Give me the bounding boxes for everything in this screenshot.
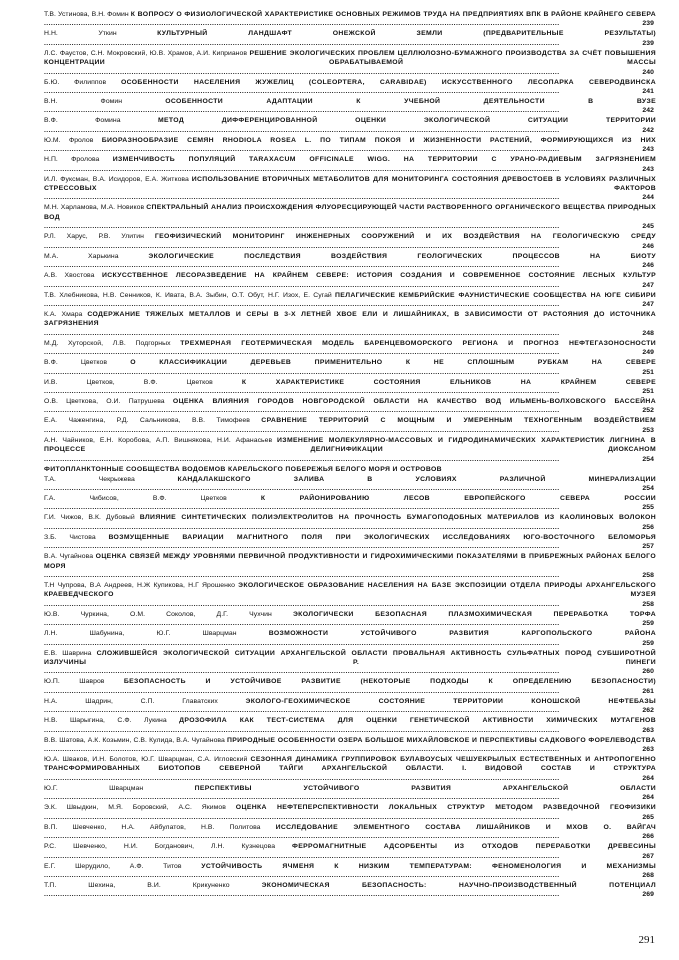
entry-title: ОЦЕНКА ВЛИЯНИЯ ГОРОДОВ НОВГОРОДСКОЙ ОБЛАСТИ НА КАЧЕСТВО ВОД ИЛЬМЕНЬ-ВОЛХОВСКОГО БАССЕЙНА (172, 397, 657, 405)
entry-title: СЕЗОННАЯ ДИНАМИКА ГРУППИРОВОК БУЛАВОУСЫХ ЧЕШУЕКРЫЛЫХ ЕСТЕСТВЕННЫХ И АНТРОПОГЕННО ТРАНСФОРМИРОВАННЫХ БИОТОПОВ СЕВЕРНОЙ ТАЙГИ АРХАНГЕЛЬСКОЙ ОБЛАСТИ. I. ВИДОВОЙ СОСТАВ И СТРУКТУРА (44, 756, 657, 773)
entry-title: ПЕРСПЕКТИВЫ УСТОЙЧИВОГО РАЗВИТИЯ АРХАНГЕЛЬСКОЙ ОБЛАСТИ (194, 784, 657, 792)
entry-authors: Л.С. Фаустов, С.Н. Мокровский, Ю.В. Храмов, А.И. Киприанов (44, 49, 248, 57)
entry-title: К ХАРАКТЕРИСТИКЕ СОСТОЯНИЯ ЕЛЬНИКОВ НА КРАЙНЕМ СЕВЕРЕ (241, 378, 657, 386)
dot-leader (44, 871, 641, 880)
toc-entry (44, 581, 656, 609)
dot-leader (44, 542, 641, 551)
entry-title: РЕШЕНИЕ ЭКОЛОГИЧЕСКИХ ПРОБЛЕМ ЦЕЛЛЮЛОЗНО-БУМАЖНОГО ПРОИЗВОДСТВА ЗА СЧЁТ ПОВЫШЕНИЯ КОНЦЕНТРАЦИИ ОБРАБАТЫВАЕМОЙ МАССЫ (44, 49, 656, 67)
dot-leader (44, 571, 641, 580)
entry-title: ОЦЕНКА НЕФТЕПЕРСПЕКТИВНОСТИ ЛОКАЛЬНЫХ СТРУКТУР МЕТОДОМ РАЗВЕДОЧНОЙ ГЕОФИЗИКИ (235, 804, 656, 812)
entry-page-line (44, 726, 654, 735)
entry-page-line (44, 426, 654, 435)
entry-page-line (44, 503, 654, 512)
entry-page-line (44, 126, 654, 135)
toc-entry (44, 803, 656, 822)
dot-leader (44, 222, 641, 231)
toc-entry (44, 310, 656, 338)
dot-leader (44, 406, 641, 415)
entry-authors: Ю.Г. Шварцман (44, 784, 144, 792)
entry-title: ЭКОЛОГИЧЕСКИ БЕЗОПАСНАЯ ПЛАЗМОХИМИЧЕСКАЯ ПЕРЕРАБОТКА ТОРФА (292, 610, 657, 618)
toc-entry (44, 271, 656, 290)
entry-page: 254 (642, 484, 654, 492)
entry-page: 254 (642, 455, 654, 463)
entry-page: 247 (642, 281, 654, 289)
entry-title: О КЛАССИФИКАЦИИ ДЕРЕВЬЕВ ПРИМЕНИТЕЛЬНО К НЕ СПЛОШНЫМ РУБКАМ НА СЕВЕРЕ (130, 359, 657, 367)
toc-entry (44, 862, 656, 881)
entry-page: 243 (642, 146, 654, 154)
entry-page-line (44, 39, 654, 48)
entry-page: 251 (642, 387, 654, 395)
dot-leader (44, 193, 641, 202)
entry-page-line (44, 852, 654, 861)
entry-authors: В.Ф. Фомина (44, 117, 121, 125)
entry-authors: М.Н. Харламова, М.А. Новиков (44, 204, 145, 212)
dot-leader (44, 600, 641, 609)
dot-leader (44, 87, 641, 96)
entry-page: 266 (642, 833, 654, 841)
entry-page-line (44, 145, 654, 154)
entry-authors: К.А. Хмара (44, 310, 83, 318)
toc-entry (44, 378, 656, 397)
entry-title: МЕТОД ДИФФЕРЕНЦИРОВАННОЙ ОЦЕНКИ ЭКОЛОГИЧЕСКОЙ СИТУАЦИИ ТЕРРИТОРИИ (157, 117, 656, 125)
dot-leader (44, 813, 641, 822)
entry-title: ПРИРОДНЫЕ ОСОБЕННОСТИ ОЗЕРА БОЛЬШОЕ МИХАЙЛОВСКОЕ И ПЕРСПЕКТИВЫ САДКОВОГО ФОРЕЛЕВОДСТВА (226, 736, 656, 744)
entry-page: 262 (642, 707, 654, 715)
table-of-contents (44, 10, 656, 900)
entry-authors: В.П. Шевченко, Н.А. Айбулатов, Н.В. Политова (44, 823, 261, 831)
entry-page-line (44, 281, 654, 290)
entry-title: ЭКОЛОГИЧЕСКОЕ ОБРАЗОВАНИЕ НАСЕЛЕНИЯ НА БАЗЕ ЭКСПОЗИЦИИ ОТДЕЛА ПРИРОДЫ АРХАНГЕЛЬСКОГО КРАЕВЕДЧЕСКОГО МУЗЕЯ (44, 582, 657, 599)
entry-authors: В.Н. Фомин (44, 98, 123, 106)
dot-leader (44, 126, 641, 135)
entry-authors: Т.Н Чупрова, В.А Андреев, Н.Ж Купикова, Н.Г Ярошенко (44, 582, 235, 589)
entry-page: 268 (642, 871, 654, 879)
entry-authors: Р.С. Шевченко, Н.И. Богданович, Л.Н. Кузнецова (44, 843, 276, 851)
dot-leader (44, 793, 641, 802)
toc-entry (44, 49, 656, 77)
dot-leader (44, 329, 641, 338)
entry-authors: Ю.А. Шваков, И.Н. Болотов, Ю.Г. Шварцман, С.А. Игловский (44, 756, 248, 764)
dot-leader (44, 261, 641, 270)
dot-leader (44, 281, 641, 290)
toc-entry (44, 175, 656, 203)
entry-page-line (44, 165, 654, 174)
entry-page-line (44, 745, 654, 754)
entry-page: 247 (642, 300, 654, 308)
entry-page: 239 (642, 20, 654, 28)
entry-page-line (44, 368, 654, 377)
entry-authors: О.В. Цветкова, О.И. Патрушева (44, 397, 165, 405)
entry-title: БИОРАЗНООБРАЗИЕ СЕМЯН RHODIOLA ROSEA L. ПО ТИПАМ ПОКОЯ И ЖИЗНЕННОСТИ РАСТЕНИЙ, ФОРМИРУЮЩИХСЯ ИЗ НИХ (101, 136, 656, 144)
entry-page: 264 (642, 794, 654, 802)
entry-page: 256 (642, 523, 654, 531)
entry-page: 259 (642, 620, 654, 628)
entry-authors: И.В. Цветков, В.Ф. Цветков (44, 378, 213, 386)
entry-page: 260 (642, 668, 654, 676)
dot-leader (44, 687, 641, 696)
entry-page-line (44, 261, 654, 270)
entry-page: 242 (642, 107, 654, 115)
entry-page-line (44, 523, 654, 532)
entry-page-line (44, 542, 654, 551)
toc-entry (44, 97, 656, 116)
entry-title: К ВОПРОСУ О ФИЗИОЛОГИЧЕСКОЙ ХАРАКТЕРИСТИКЕ ОСНОВНЫХ РЕЖИМОВ ТРУДА НА ПРЕДПРИЯТИЯХ ВПК В РАЙОНЕ КРАЙНЕГО СЕВЕРА (130, 11, 657, 18)
entry-page-line (44, 193, 654, 202)
entry-authors: Н.А. Шадрин, С.П. Главатских (44, 697, 218, 705)
dot-leader (44, 726, 641, 735)
toc-entry (44, 736, 656, 755)
entry-page-line (44, 706, 654, 715)
entry-page: 249 (642, 349, 654, 357)
toc-entry (44, 649, 656, 677)
entry-authors: А.В. Хвостова (44, 272, 95, 280)
dot-leader (44, 503, 641, 512)
entry-page: 239 (642, 39, 654, 47)
toc-entry (44, 697, 656, 716)
entry-title: ИСПОЛЬЗОВАНИЕ ВТОРИЧНЫХ МЕТАБОЛИТОВ ДЛЯ МОНИТОРИНГА СОСТОЯНИЯ ДРЕВОСТОЕВ В УСЛОВИЯХ РАЗЛИЧНЫХ СТРЕССОВЫХ ФАКТОРОВ (44, 175, 657, 193)
toc-entry (44, 533, 656, 552)
entry-title: БЕЗОПАСНОСТЬ И УСТОЙЧИВОЕ РАЗВИТИЕ (НЕКОТОРЫЕ ПОДХОДЫ К ОПРЕДЕЛЕНИЮ БЕЗОПАСНОСТИ) (123, 678, 656, 686)
entry-title: ИСКУССТВЕННОЕ ЛЕСОРАЗВЕДЕНИЕ НА КРАЙНЕМ СЕВЕРЕ: ИСТОРИЯ СОЗДАНИЯ И СОВРЕМЕННОЕ СОСТОЯНИЕ ЛЕСНЫХ КУЛЬТУР (101, 272, 657, 280)
dot-leader (44, 348, 641, 357)
entry-authors: З.Б. Чистова (44, 533, 96, 541)
dot-leader (44, 639, 641, 648)
entry-title: ДРОЗОФИЛА КАК ТЕСТ-СИСТЕМА ДЛЯ ОЦЕНКИ ГЕНЕТИЧЕСКОЙ АКТИВНОСТИ ХИМИЧЕСКИХ МУТАГЕНОВ (179, 717, 657, 725)
entry-title: ВОЗМОЖНОСТИ УСТОЙЧИВОГО РАЗВИТИЯ КАРГОПОЛЬСКОГО РАЙОНА (268, 630, 656, 638)
entry-page-line (44, 813, 654, 822)
entry-page-line (44, 106, 654, 115)
entry-page: 263 (642, 726, 654, 734)
entry-page-line (44, 793, 654, 802)
entry-page-line (44, 619, 654, 628)
dot-leader (44, 387, 641, 396)
entry-authors: Г.А. Чибисов, В.Ф. Цветков (44, 494, 227, 502)
entry-title: СПЕКТРАЛЬНЫЙ АНАЛИЗ ПРОИСХОЖДЕНИЯ ФЛУОРЕСЦИРУЮЩЕЙ ЧАСТИ РАСТВОРЕННОГО ОРГАНИЧЕСКОГО ВЕЩЕСТВА ПРИРОДНЫХ ВОД (44, 204, 657, 221)
toc-entry (44, 252, 656, 271)
entry-page-line (44, 300, 654, 309)
entry-authors: Э.К. Швыдкин, М.Я. Боровский, А.С. Якимов (44, 804, 226, 812)
toc-entry (44, 416, 656, 435)
entry-authors: И.Л. Фуксман, В.А. Исидоров, Е.А. Житкова (44, 175, 189, 183)
entry-title: ОСОБЕННОСТИ АДАПТАЦИИ К УЧЕБНОЙ ДЕЯТЕЛЬНОСТИ В ВУЗЕ (165, 98, 657, 106)
toc-entry (44, 881, 656, 900)
entry-authors: Ю.В. Чуркина, О.М. Соколов, Д.Г. Чухчин (44, 610, 272, 618)
toc-entry (44, 629, 656, 648)
toc-entry (44, 823, 656, 842)
entry-page: 246 (642, 242, 654, 250)
entry-page-line (44, 19, 654, 28)
entry-title: ВОЗМУЩЕННЫЕ ВАРИАЦИИ МАГНИТНОГО ПОЛЯ ПРИ ЭКОЛОГИЧЕСКИХ ИССЛЕДОВАНИЯХ ЮГО-ВОСТОЧНОГО БЕЛОМОРЬЯ (108, 533, 657, 541)
entry-title: ИЗМЕНЧИВОСТЬ ПОПУЛЯЦИЙ TARAXACUM OFFICINALE WIGG. НА ТЕРРИТОРИИ С УРАНО-РАДИЕВЫМ ЗАГРЯЗНЕНИЕМ (112, 156, 656, 164)
entry-page: 246 (642, 262, 654, 270)
entry-page: 263 (642, 746, 654, 754)
dot-leader (44, 523, 641, 532)
entry-page: 267 (642, 852, 654, 860)
entry-authors: Н.В. Шарыгина, С.Ф. Лукина (44, 717, 167, 725)
toc-entry (44, 465, 656, 474)
entry-page: 258 (642, 600, 654, 608)
entry-title: КАНДАЛАКШСКОГО ЗАЛИВА В УСЛОВИЯХ РАЗЛИЧНОЙ МИНЕРАЛИЗАЦИИ (177, 475, 656, 483)
entry-page: 252 (642, 407, 654, 415)
entry-page: 240 (642, 68, 654, 76)
toc-entry (44, 475, 656, 494)
dot-leader (44, 368, 641, 377)
entry-page-line (44, 832, 654, 841)
entry-page-line (44, 774, 654, 783)
entry-title: ИЗМЕНЕНИЕ МОЛЕКУЛЯРНО-МАССОВЫХ И ГИДРОДИНАМИЧЕСКИХ ХАРАКТЕРИСТИК ЛИГНИНА В ПРОЦЕССЕ ДЕЛИГНИФИКАЦИИ ДИОКСАНОМ (44, 436, 656, 454)
entry-page-line (44, 387, 654, 396)
dot-leader (44, 300, 641, 309)
entry-title: ВЛИЯНИЕ СИНТЕТИЧЕСКИХ ПОЛИЭЛЕКТРОЛИТОВ НА ПРОЧНОСТЬ БУМАГОПОДОБНЫХ МАТЕРИАЛОВ ИЗ КАОЛИНОВЫХ ВОЛОКОН (139, 514, 657, 522)
entry-authors: Е.Г. Шерудило, А.Ф. Титов (44, 862, 182, 870)
toc-entry (44, 397, 656, 416)
entry-page: 244 (642, 194, 654, 202)
toc-entry (44, 755, 656, 783)
entry-title: ОЦЕНКА СВЯЗЕЙ МЕЖДУ УРОВНЯМИ ПЕРВИЧНОЙ ПРОДУКТИВНОСТИ И ГИДРОХИМИЧЕСКИМИ ПОКАЗАТЕЛЯМИ В ПРИБРЕЖНЫХ РАЙОНАХ БЕЛОГО МОРЯ (44, 553, 656, 570)
toc-entry (44, 136, 656, 155)
dot-leader (44, 619, 641, 628)
entry-title: ЭКОЛОГО-ГЕОХИМИЧЕСКОЕ СОСТОЯНИЕ ТЕРРИТОРИИ КОНОШСКОЙ НЕФТЕБАЗЫ (245, 697, 657, 705)
entry-authors: Ю.П. Шавров (44, 678, 105, 686)
entry-page-line (44, 890, 654, 899)
entry-page: 241 (642, 88, 654, 96)
entry-authors: Т.А. Чекрыжева (44, 475, 135, 483)
toc-entry (44, 339, 656, 358)
entry-page: 248 (642, 329, 654, 337)
entry-page: 269 (642, 891, 654, 899)
entry-title: УСТОЙЧИВОСТЬ ЯЧМЕНЯ К НИЗКИМ ТЕМПЕРАТУРАМ: ФЕНОМЕНОЛОГИЯ И МЕХАНИЗМЫ (201, 862, 657, 870)
entry-title: КУЛЬТУРНЫЙ ЛАНДШАФТ ОНЕЖСКОЙ ЗЕМЛИ (ПРЕДВАРИТЕЛЬНЫЕ РЕЗУЛЬТАТЫ) (157, 30, 657, 38)
entry-authors: Т.П. Шехина, В.И. Крикуненко (44, 881, 230, 889)
entry-page-line (44, 600, 654, 609)
entry-authors: Ю.М. Фролов (44, 136, 94, 144)
toc-entry (44, 155, 656, 174)
entry-page: 257 (642, 543, 654, 551)
entry-authors: М.Д. Хуторской, Л.В. Подгорных (44, 339, 171, 347)
entry-title: СРАВНЕНИЕ ТЕРРИТОРИЙ С МОЩНЫМ И УМЕРЕННЫМ ТЕХНОГЕННЫМ ВОЗДЕЙСТВИЕМ (261, 417, 657, 425)
entry-title: ЭКОНОМИЧЕСКАЯ БЕЗОПАСНОСТЬ: НАУЧНО-ПРОИЗВОДСТВЕННЫЙ ПОТЕНЦИАЛ (261, 881, 656, 889)
toc-entry (44, 10, 656, 29)
entry-page: 259 (642, 639, 654, 647)
entry-page-line (44, 667, 654, 676)
entry-page: 264 (642, 774, 654, 782)
dot-leader (44, 667, 641, 676)
entry-authors: В.Ф. Цветков (44, 359, 108, 367)
entry-title: СОДЕРЖАНИЕ ТЯЖЕЛЫХ МЕТАЛЛОВ И СЕРЫ В 3-Х ЛЕТНЕЙ ХВОЕ ЕЛИ И ЛИШАЙНИКАХ, В ЗАВИСИМОСТИ ОТ РАСТОЯНИЯ ДО ИСТОЧНИКА ЗАГРЯЗНЕНИЯ (44, 310, 656, 328)
toc-entry (44, 842, 656, 861)
entry-authors: Г.И. Чижов, В.К. Дубовый (44, 514, 135, 522)
entry-authors: Б.Ю. Филиппов (44, 78, 107, 86)
toc-entry (44, 29, 656, 48)
entry-page: 258 (642, 572, 654, 579)
entry-page: 245 (642, 223, 654, 231)
entry-page: 261 (642, 687, 654, 695)
entry-page-line (44, 68, 654, 77)
toc-entry (44, 513, 656, 532)
toc-entry (44, 552, 656, 580)
dot-leader (44, 745, 641, 754)
entry-page: 251 (642, 368, 654, 376)
entry-page-line (44, 687, 654, 696)
dot-leader (44, 19, 641, 28)
entry-title: ФИТОПЛАНКТОННЫЕ СООБЩЕСТВА ВОДОЕМОВ КАРЕЛЬСКОГО ПОБЕРЕЖЬЯ БЕЛОГО МОРЯ И ОСТРОВОВ (44, 465, 442, 473)
toc-entry (44, 677, 656, 696)
page-number: 291 (638, 934, 655, 946)
entry-authors: Т.В. Хлебникова, Н.В. Сенников, К. Ивата, В.А. Зыбин, О.Т. Обут, Н.Г. Изох, Е. Сугай (44, 291, 332, 299)
entry-title: ПЕЛАГИЧЕСКИЕ КЕМБРИЙСКИЕ ФАУНИСТИЧЕСКИЕ СООБЩЕСТВА НА ЮГЕ СИБИРИ (335, 291, 656, 299)
entry-page-line (44, 87, 654, 96)
entry-authors: Р.Л. Харус, Р.В. Улитин (44, 233, 144, 241)
toc-entry (44, 78, 656, 97)
dot-leader (44, 832, 641, 841)
toc-entry (44, 494, 656, 513)
entry-page-line (44, 406, 654, 415)
entry-page: 265 (642, 813, 654, 821)
entry-authors: Е.В. Шаврина (44, 649, 92, 657)
entry-title: ОСОБЕННОСТИ НАСЕЛЕНИЯ ЖУЖЕЛИЦ (COLEOPTERA, CARABIDAE) ИСКУССТВЕННОГО ЛЕСОПАРКА СЕВЕРОДВИНСКА (120, 78, 657, 86)
toc-entry (44, 358, 656, 377)
toc-entry (44, 232, 656, 251)
entry-authors: Н.Н. Уткин (44, 30, 117, 38)
toc-entry (44, 291, 656, 310)
dot-leader (44, 242, 641, 251)
entry-title: ИССЛЕДОВАНИЕ ЭЛЕМЕНТНОГО СОСТАВА ЛИШАЙНИКОВ И МХОВ О. ВАЙГАЧ (275, 823, 657, 831)
toc-entry (44, 716, 656, 735)
dot-leader (44, 68, 641, 77)
dot-leader (44, 39, 641, 48)
entry-authors: В.В. Шатова, А.К. Козьмин, С.В. Кулида, В.А. Чугайнова (44, 736, 225, 744)
entry-authors: Е.А. Чаженгина, Р.Д. Сальникова, В.В. Тимофеев (44, 417, 250, 425)
toc-entry (44, 436, 656, 464)
toc-entry (44, 203, 656, 231)
entry-page: 253 (642, 426, 654, 434)
dot-leader (44, 455, 641, 464)
entry-title: ТРЕХМЕРНАЯ ГЕОТЕРМИЧЕСКАЯ МОДЕЛЬ БАРЕНЦЕВОМОРСКОГО РЕГИОНА И ПРОГНОЗ НЕФТЕГАЗОНОСНОСТИ (180, 339, 656, 347)
entry-page-line (44, 639, 654, 648)
entry-page-line (44, 455, 654, 464)
entry-authors: М.А. Харькина (44, 252, 119, 260)
entry-authors: Н.П. Фролова (44, 156, 100, 164)
toc-entry (44, 116, 656, 135)
entry-page: 255 (642, 504, 654, 512)
entry-page-line (44, 571, 654, 580)
entry-authors: Л.Н. Шабунина, Ю.Г. Шварцман (44, 630, 237, 638)
entry-page: 242 (642, 126, 654, 134)
entry-page-line (44, 871, 654, 880)
entry-title: ФЕРРОМАГНИТНЫЕ АДСОРБЕНТЫ ИЗ ОТХОДОВ ПЕРЕРАБОТКИ ДРЕВЕСИНЫ (292, 843, 656, 851)
entry-authors: В.А. Чугайнова (44, 553, 94, 561)
dot-leader (44, 145, 641, 154)
entry-page: 243 (642, 165, 654, 173)
dot-leader (44, 165, 641, 174)
entry-page-line (44, 329, 654, 338)
dot-leader (44, 890, 641, 899)
entry-title: СЛОЖИВШЕЙСЯ ЭКОЛОГИЧЕСКОЙ СИТУАЦИИ АРХАНГЕЛЬСКОЙ ОБЛАСТИ ПРОВАЛЬНАЯ АКТИВНОСТЬ СУЛЬФАТНЫХ ПОРОД СУБШИРОТНОЙ ИЗЛУЧИНЫ Р. ПИНЕГИ (44, 649, 656, 667)
entry-page-line (44, 484, 654, 493)
entry-page-line (44, 242, 654, 251)
toc-entry (44, 610, 656, 629)
dot-leader (44, 706, 641, 715)
entry-page-line (44, 348, 654, 357)
entry-authors: Т.В. Устинова, В.Н. Фомин (44, 11, 129, 18)
dot-leader (44, 106, 641, 115)
entry-title: ГЕОФИЗИЧЕСКИЙ МОНИТОРИНГ ИНЖЕНЕРНЫХ СООРУЖЕНИЙ И ИХ ВОЗДЕЙСТВИЯ НА ГЕОЛОГИЧЕСКУЮ СРЕДУ (154, 233, 656, 241)
dot-leader (44, 852, 641, 861)
entry-authors: А.Н. Чайников, Е.Н. Коробова, А.П. Вишнякова, Н.И. Афанасьев (44, 436, 273, 444)
toc-entry (44, 784, 656, 803)
dot-leader (44, 426, 641, 435)
entry-title: К РАЙОНИРОВАНИЮ ЛЕСОВ ЕВРОПЕЙСКОГО СЕВЕРА РОССИИ (260, 494, 656, 502)
dot-leader (44, 484, 641, 493)
entry-title: ЭКОЛОГИЧЕСКИЕ ПОСЛЕДСТВИЯ ВОЗДЕЙСТВИЯ ГЕОЛОГИЧЕСКИХ ПРОЦЕССОВ НА БИОТУ (148, 252, 657, 260)
dot-leader (44, 774, 641, 783)
entry-page-line (44, 222, 654, 231)
